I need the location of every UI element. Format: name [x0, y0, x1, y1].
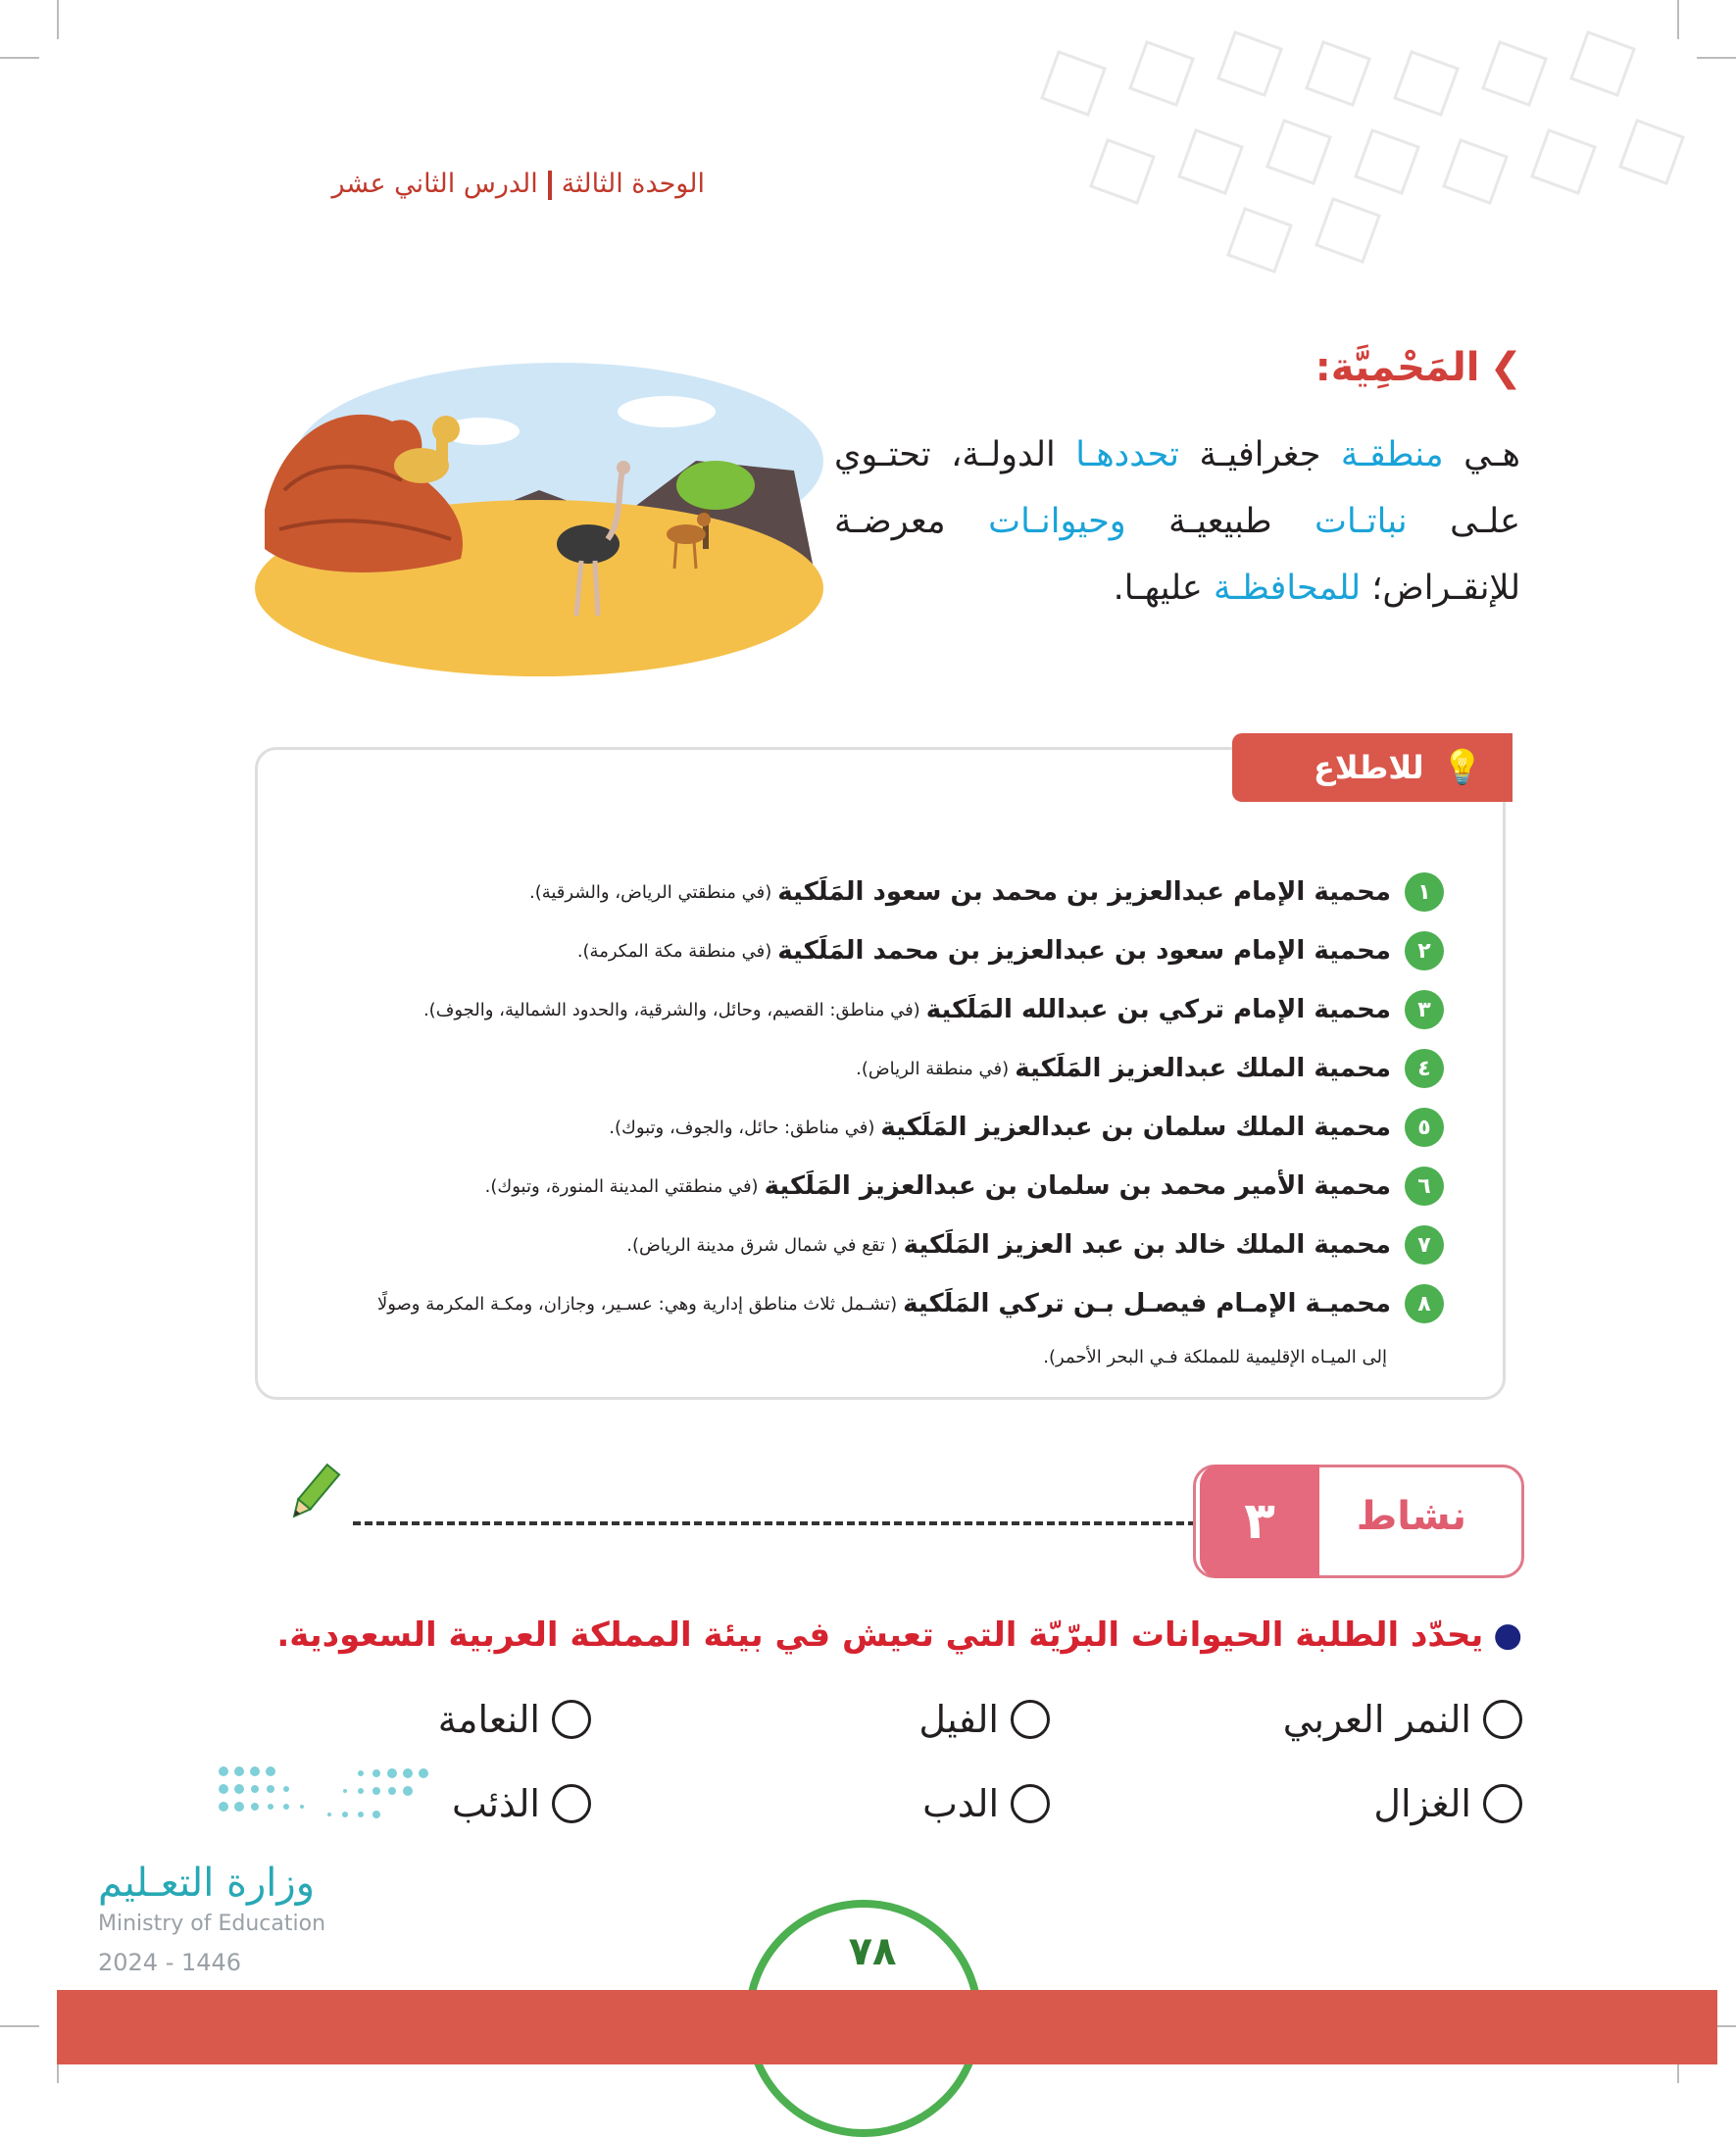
item-number-badge: ٤: [1405, 1049, 1444, 1088]
reserve-location: (في منطقتي المدينة المنورة، وتبوك).: [484, 1175, 759, 1197]
radio-circle[interactable]: [1483, 1784, 1522, 1823]
reserve-name: محمية الإمام عبدالعزيز بن محمد بن سعود المَلَكية: [777, 877, 1391, 907]
option-elephant[interactable]: [918, 1698, 1050, 1741]
option-label: الغزال: [1373, 1782, 1471, 1825]
highlighted-term: تحددهـا: [1075, 435, 1179, 474]
lesson-label: الدرس الثاني عشر: [331, 169, 538, 199]
highlighted-term: نباتـات: [1314, 502, 1408, 541]
option-arabian-leopard[interactable]: [1283, 1698, 1522, 1741]
definition-fragment: الدولـة، تحتـوي علـى: [834, 435, 1520, 541]
question-text: يحدّد الطلبة الحيوانات البرّيّة التي تعيش في بيئة المملكة العربية السعودية.: [276, 1615, 1484, 1655]
definition-fragment: معرضـة للإنقـراض؛: [834, 502, 1520, 608]
list-item: [464, 1098, 1444, 1157]
info-tab: [1232, 733, 1513, 802]
definition-fragment: هـي: [1443, 435, 1520, 474]
lightbulb-icon: 💡: [1441, 748, 1483, 787]
reserve-name: محمية الأمير محمد بن سلمان بن عبدالعزيز المَلَكية: [764, 1171, 1391, 1201]
radio-circle[interactable]: [1483, 1700, 1522, 1739]
definition-fragment: طبيعيـة: [1125, 502, 1315, 541]
option-wolf[interactable]: [452, 1782, 591, 1825]
reserve-name: محمية الإمام سعود بن عبدالعزيز بن محمد المَلَكية: [777, 936, 1391, 966]
item-number-badge: ٧: [1405, 1225, 1444, 1265]
ministry-name-en: Ministry of Education: [98, 1912, 326, 1936]
list-item: [464, 921, 1444, 980]
list-item: [422, 980, 1444, 1039]
item-number-badge: ٥: [1405, 1108, 1444, 1147]
reserve-location: (في منطقة الرياض).: [856, 1058, 1010, 1079]
reserve-location: (في مناطق: حائل، والجوف، وتبوك).: [609, 1117, 875, 1138]
reserve-location: (في منطقتي الرياض، والشرقية).: [528, 881, 772, 903]
list-item: [464, 1216, 1444, 1274]
radio-circle[interactable]: [1011, 1784, 1050, 1823]
reserve-name: محمية الملك خالد بن عبد العزيز المَلَكية: [903, 1230, 1391, 1260]
item-number-badge: ٨: [1405, 1284, 1444, 1323]
breadcrumb-separator: [548, 171, 552, 200]
academic-year: 2024 - 1446: [98, 1949, 242, 1976]
option-gazelle[interactable]: [1373, 1782, 1522, 1825]
reserve-location: (تشـمل ثلاث مناطق إدارية وهي: عسـير، وجازان، ومكـة المكرمة وصولًا: [376, 1293, 898, 1315]
breadcrumb: [331, 169, 705, 200]
activity-label: نشاط: [1356, 1494, 1466, 1539]
reserve-location: (في منطقة مكة المكرمة).: [576, 940, 772, 962]
footer-band-overlay: [745, 1990, 982, 2064]
option-bear[interactable]: [922, 1782, 1050, 1825]
unit-label: الوحدة الثالثة: [561, 169, 705, 199]
reserve-location: (في مناطق: القصيم، وحائل، والشرقية، والحدود الشمالية، والجوف).: [422, 999, 920, 1020]
reserve-name: محمية الإمام تركي بن عبدالله المَلَكية: [925, 995, 1391, 1024]
list-continuation: إلى الميـاه الإقليمية للمملكة فـي البحر الأحمر).: [1043, 1347, 1387, 1367]
reserves-list: [376, 863, 1444, 1333]
option-label: الفيل: [918, 1698, 999, 1741]
reserve-name: محمية الملك سلمان بن عبدالعزيز المَلَكية: [880, 1113, 1391, 1142]
chevron-left-icon: ❯: [1489, 345, 1522, 390]
option-label: الدب: [922, 1782, 999, 1825]
option-label: النعامة: [437, 1698, 540, 1741]
item-number-badge: ١: [1405, 872, 1444, 912]
reserve-location: ( تقع في شمال شرق مدينة الرياض).: [626, 1234, 898, 1256]
page-number: ٧٨: [848, 1929, 897, 1974]
item-number-badge: ٣: [1405, 990, 1444, 1029]
list-item: [464, 1157, 1444, 1216]
activity-number: ٣: [1200, 1465, 1319, 1578]
definition-fragment: جغرافيـة: [1178, 435, 1341, 474]
highlighted-term: وحيوانـات: [988, 502, 1126, 541]
reserve-name: محميـة الإمـام فيصـل بـن تركي المَلَكية: [903, 1289, 1391, 1318]
item-number-badge: ٦: [1405, 1167, 1444, 1206]
radio-circle[interactable]: [552, 1700, 591, 1739]
option-label: النمر العربي: [1282, 1698, 1471, 1741]
list-item: [464, 1039, 1444, 1098]
ministry-name-ar: وزارة التعـليم: [98, 1861, 316, 1906]
option-label: الذئب: [452, 1782, 540, 1825]
radio-circle[interactable]: [1011, 1700, 1050, 1739]
activity-question: [276, 1615, 1522, 1655]
definition-fragment: عليهـا.: [1113, 569, 1214, 608]
radio-circle[interactable]: [552, 1784, 591, 1823]
reserve-name: محمية الملك عبدالعزيز المَلَكية: [1015, 1054, 1391, 1083]
definition-title: [1315, 345, 1522, 390]
list-item: [376, 1274, 1444, 1333]
list-item: [464, 863, 1444, 921]
definition-title-text: المَحْمِيَّة:: [1314, 345, 1480, 390]
dashed-divider: [353, 1521, 1196, 1525]
item-number-badge: ٢: [1405, 931, 1444, 970]
info-tab-label: للاطلاع: [1314, 749, 1424, 786]
reserve-illustration: [245, 353, 833, 676]
definition-text: [834, 422, 1520, 621]
highlighted-term: للمحافظـة: [1213, 569, 1362, 608]
option-ostrich[interactable]: [438, 1698, 591, 1741]
decorative-pattern: [1019, 20, 1725, 274]
pencil-icon: [279, 1459, 348, 1527]
bullet-icon: ●: [1493, 1615, 1522, 1655]
ministry-logo-dots: [214, 1760, 459, 1838]
highlighted-term: منطقـة: [1340, 435, 1444, 474]
